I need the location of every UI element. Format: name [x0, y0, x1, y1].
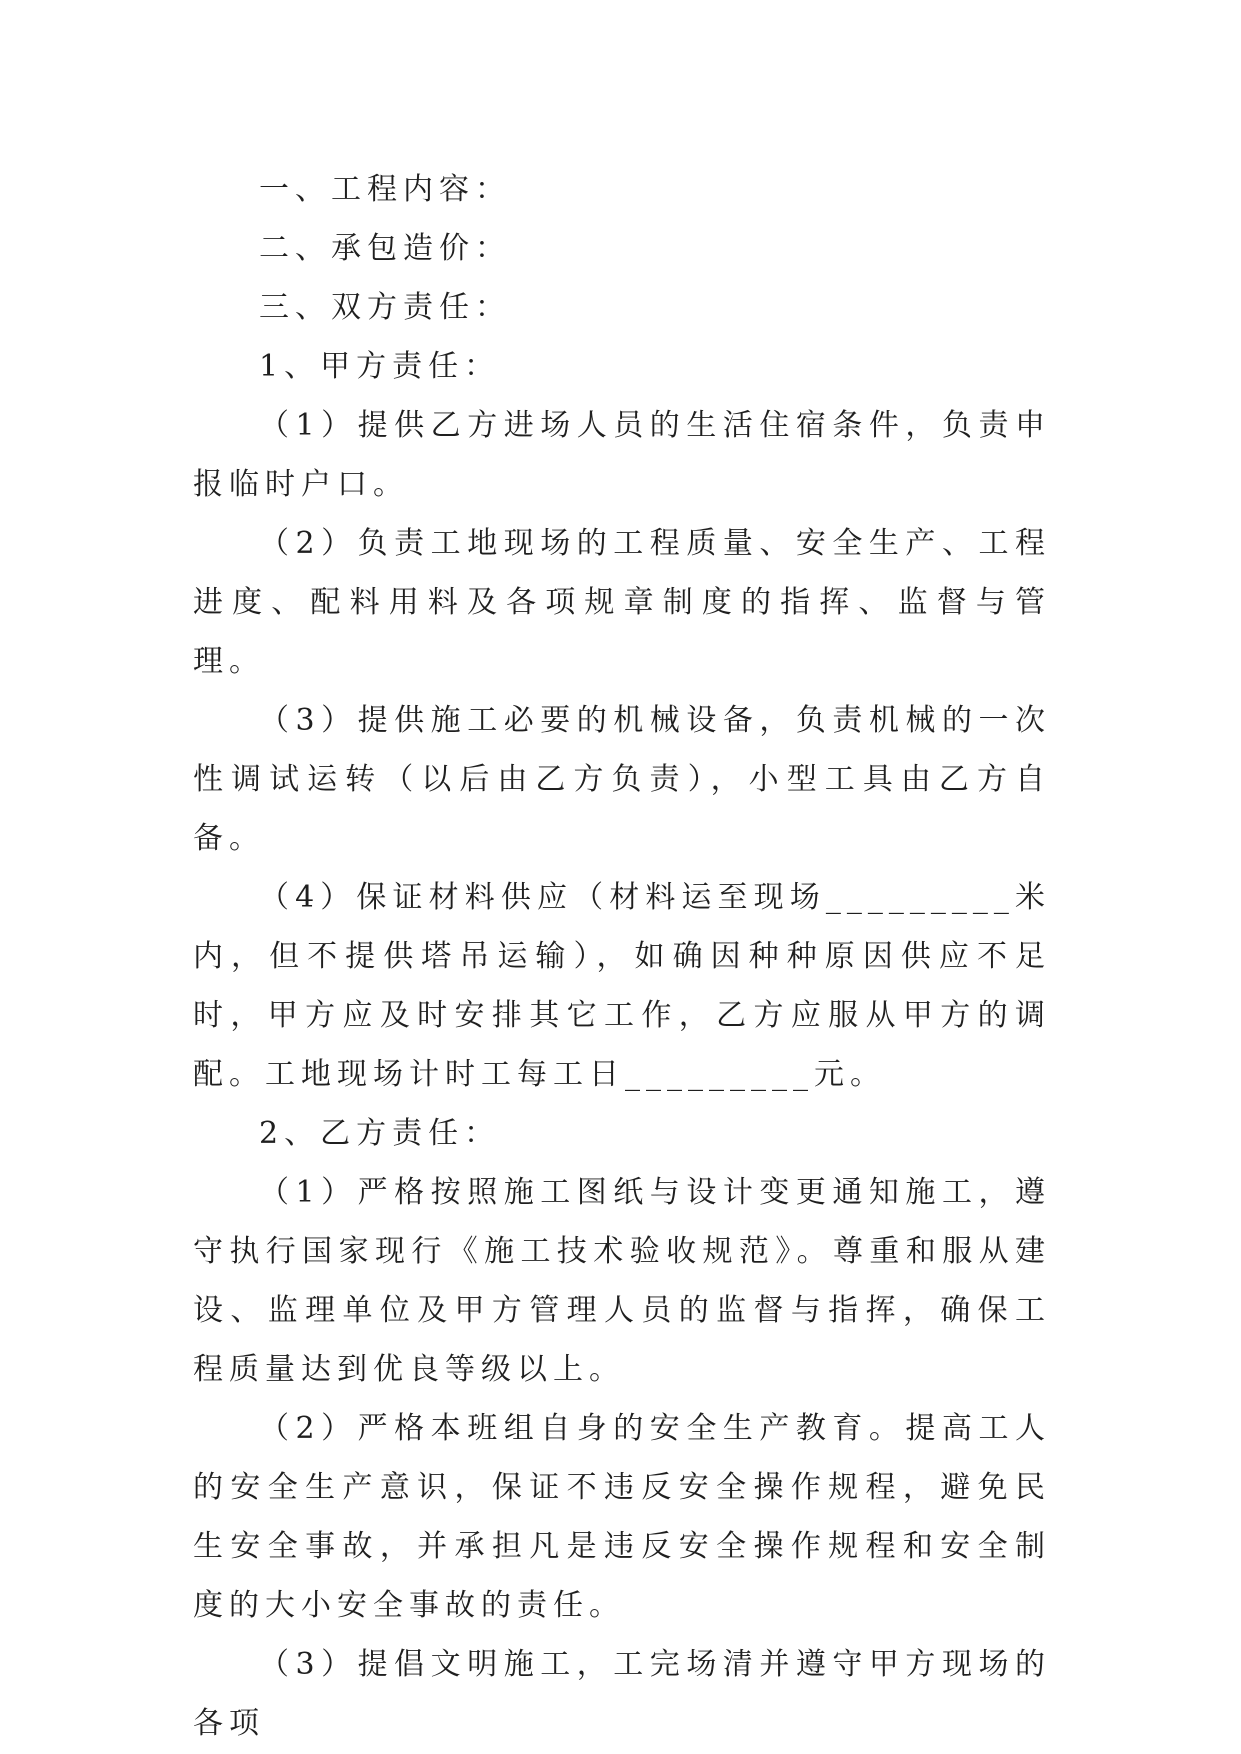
subheading-party-a: 1、甲方责任： [259, 349, 501, 384]
subheading-party-b: 2、乙方责任： [259, 1116, 501, 1151]
party-a-clause-4: （4）保证材料供应（材料运至现场_________米内，但不提供塔吊运输），如确因种种原因供应不足时，甲方应及时安排其它工作，乙方应服从甲方的调配。工地现场计时工每工日_________元。 [193, 880, 1051, 1092]
section-heading-responsibilities: 三、双方责任： [259, 290, 511, 325]
party-b-clause-1: （1）严格按照施工图纸与设计变更通知施工，遵守执行国家现行《施工技术验收规范》。尊重和服从建设、监理单位及甲方管理人员的监督与指挥，确保工程质量达到优良等级以上。 [193, 1175, 1051, 1387]
party-b-clause-3: （3）提倡文明施工，工完场清并遵守甲方现场的各项 [193, 1647, 1051, 1741]
party-a-clause-2: （2）负责工地现场的工程质量、安全生产、工程进度、配料用料及各项规章制度的指挥、监督与管理。 [193, 526, 1051, 679]
party-a-clause-3: （3）提供施工必要的机械设备，负责机械的一次性调试运转（以后由乙方负责），小型工具由乙方自备。 [193, 703, 1051, 856]
document-body [193, 160, 1051, 1753]
party-a-clause-1: （1）提供乙方进场人员的生活住宿条件，负责申报临时户口。 [193, 408, 1051, 502]
party-b-clause-2: （2）严格本班组自身的安全生产教育。提高工人的安全生产意识，保证不违反安全操作规程，避免民生安全事故，并承担凡是违反安全操作规程和安全制度的大小安全事故的责任。 [193, 1411, 1051, 1623]
section-heading-contract-price: 二、承包造价： [259, 231, 511, 266]
section-heading-work-content: 一、工程内容： [259, 172, 511, 207]
